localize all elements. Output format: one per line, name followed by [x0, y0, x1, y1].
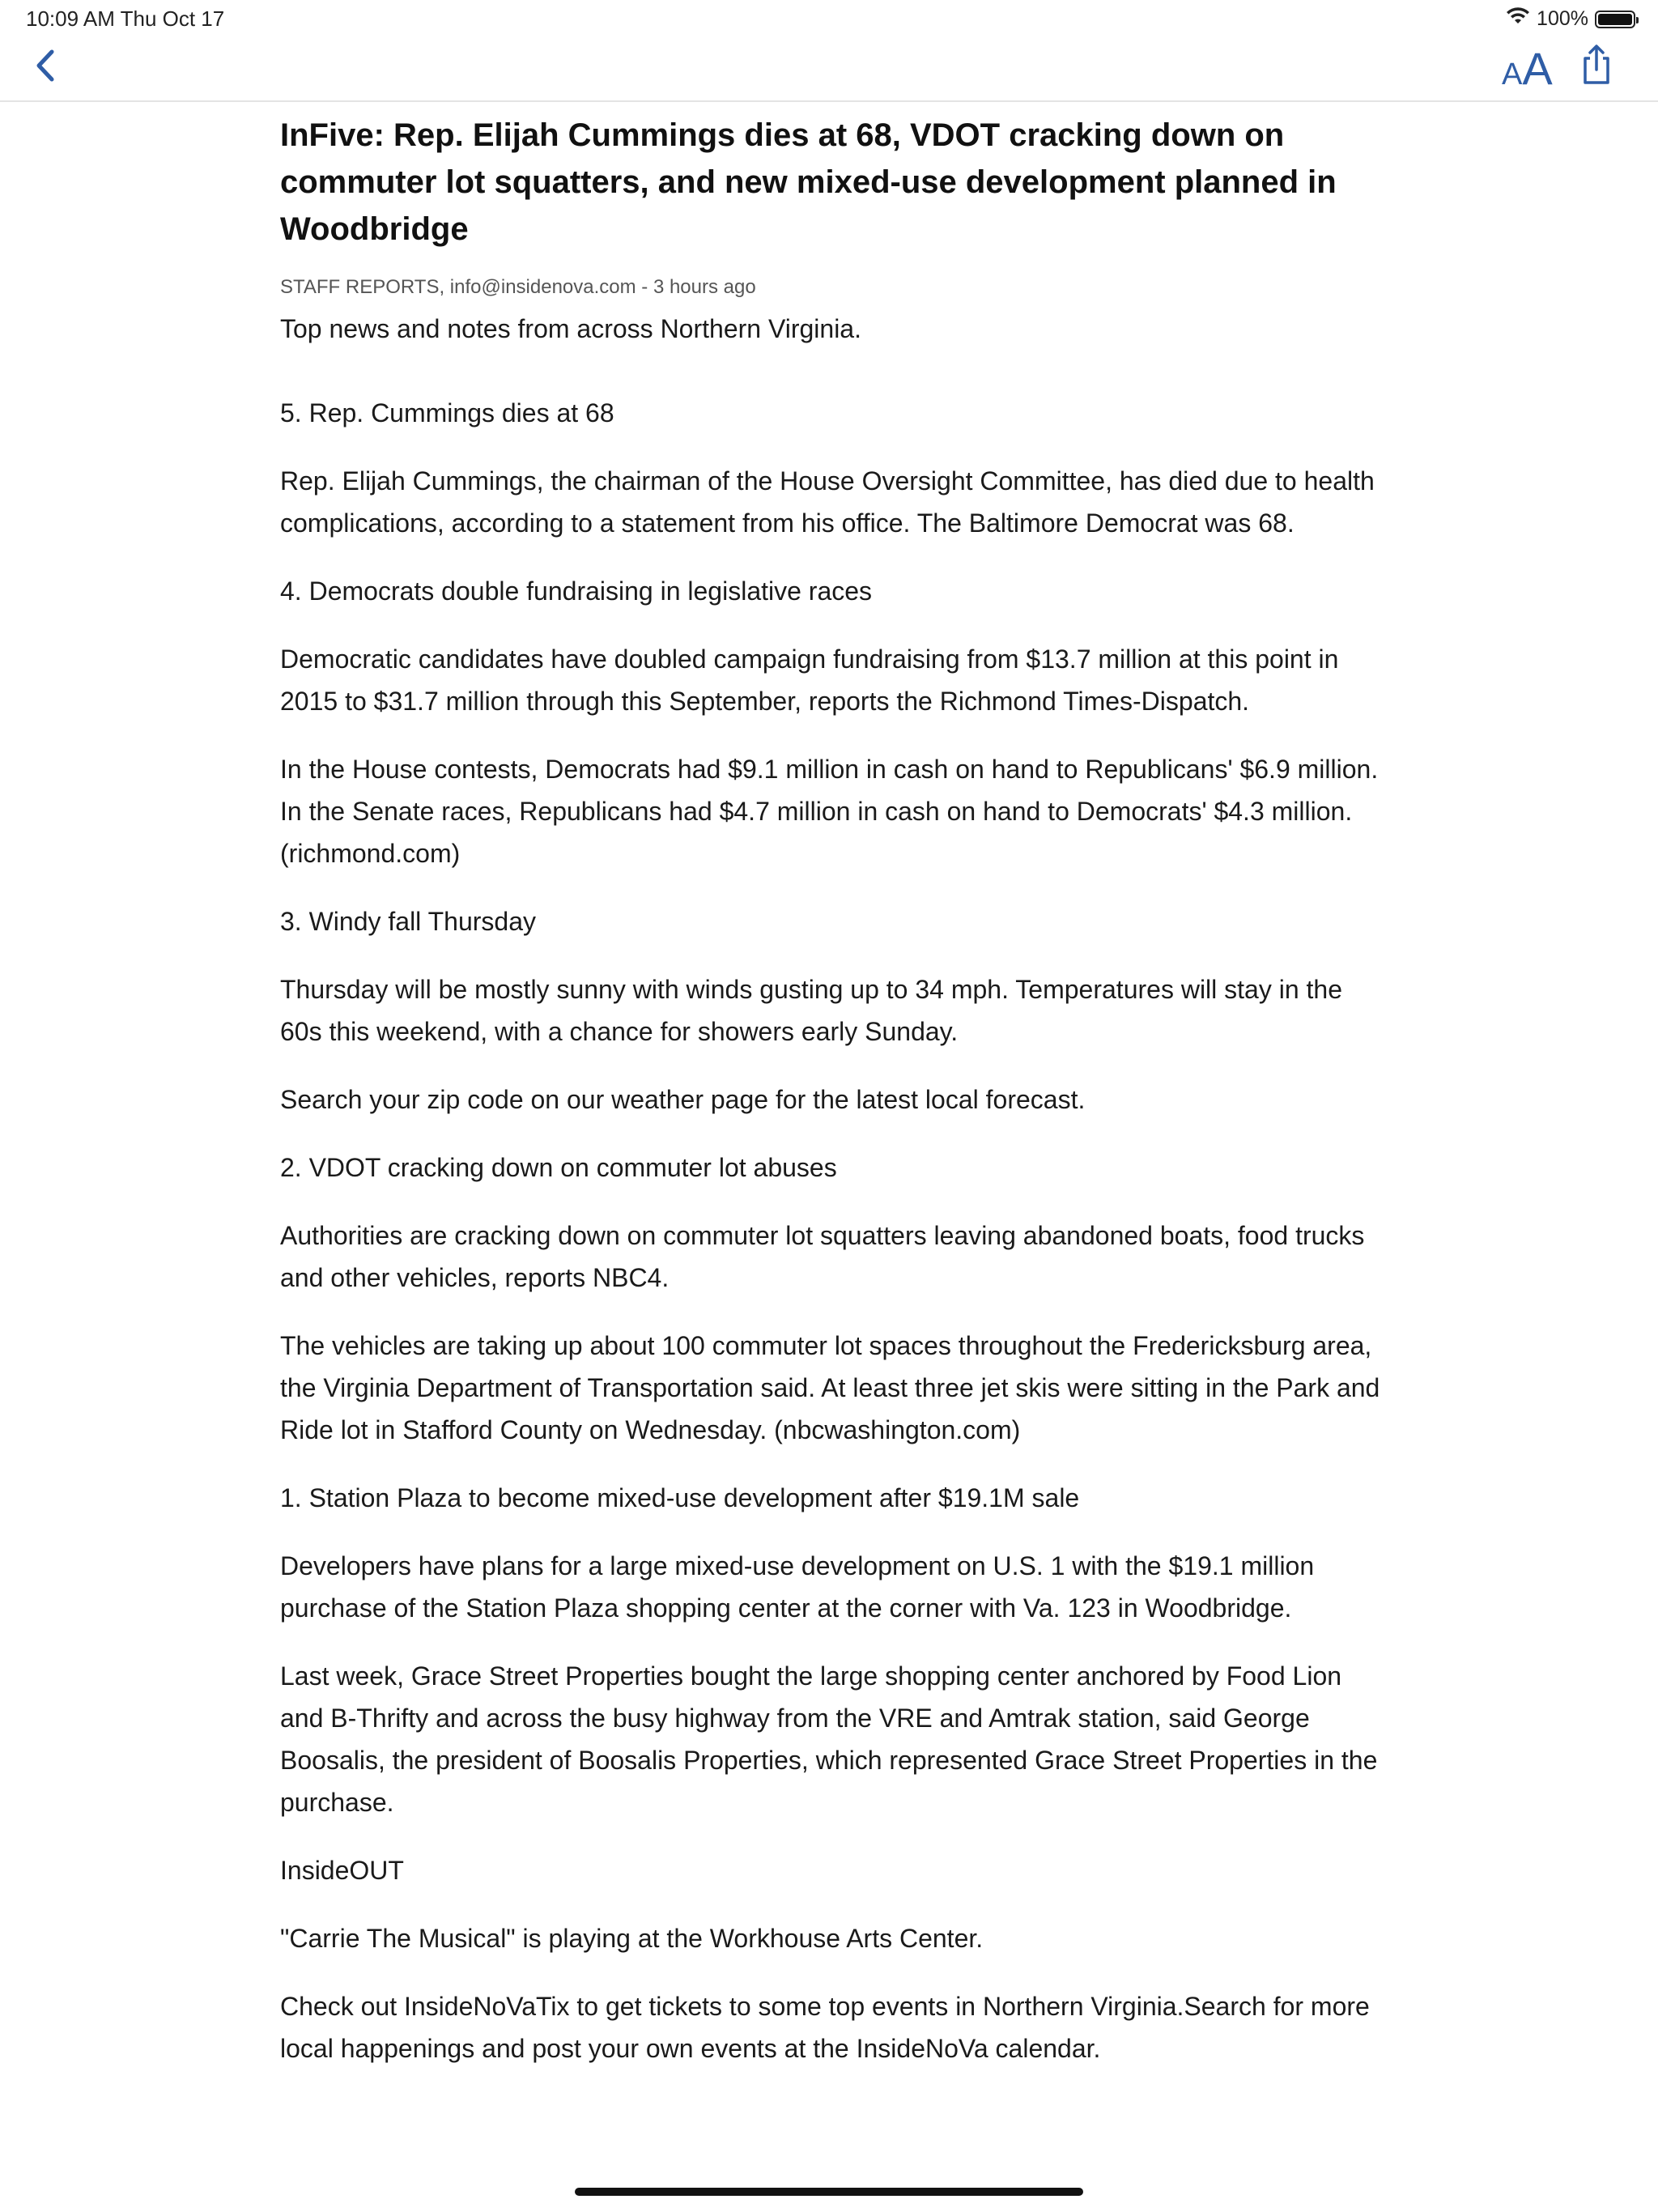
article-body — [280, 392, 1381, 2069]
home-indicator[interactable] — [575, 2188, 1083, 2196]
article-paragraph: Rep. Elijah Cummings, the chairman of the House Oversight Committee, has died due to health complications, according to a statement from his office. The Baltimore Democrat was 68. — [280, 466, 1375, 538]
article-headline: InFive: Rep. Elijah Cummings dies at 68, VDOT cracking down on commuter lot squatters, and new mixed-use development planned in Woodbridge — [280, 117, 1337, 247]
battery-percent: 100% — [1537, 7, 1588, 30]
article-paragraph: Developers have plans for a large mixed-use development on U.S. 1 with the $19.1 million purchase of the Station Plaza shopping center at the corner with Va. 123 in Woodbridge. — [280, 1551, 1315, 1623]
status-time: 10:09 AM Thu Oct 17 — [26, 6, 225, 31]
article-paragraph: Thursday will be mostly sunny with winds gusting up to 34 mph. Temperatures will stay in the 60s this weekend, with a chance for showers early Sunday. — [280, 975, 1343, 1046]
share-icon — [1580, 40, 1613, 89]
article-byline: STAFF REPORTS, info@insidenova.com - 3 hours ago — [280, 276, 756, 298]
article-paragraph: In the House contests, Democrats had $9.1 million in cash on hand to Republicans' $6.9 million. In the Senate races, Republicans had $4.7 million in cash on hand to Democrats' $4.3 million. (richmond.com) — [280, 755, 1379, 868]
back-button[interactable] — [28, 44, 68, 92]
article-paragraph: InsideOUT — [280, 1856, 404, 1885]
text-size-large-a: A — [1522, 43, 1553, 94]
article-paragraph: Check out InsideNoVaTix to get tickets to some top events in Northern Virginia.Search for more local happenings and post your own events at the InsideNoVa calendar. — [280, 1992, 1370, 2063]
status-bar — [0, 0, 1658, 39]
status-indicators — [1506, 6, 1635, 32]
article-lede: Top news and notes from across Northern Virginia. — [280, 314, 861, 343]
article-paragraph: 2. VDOT cracking down on commuter lot abuses — [280, 1153, 837, 1182]
article-paragraph: Authorities are cracking down on commuter lot squatters leaving abandoned boats, food trucks and other vehicles, reports NBC4. — [280, 1221, 1365, 1292]
article-paragraph: Search your zip code on our weather page for the latest local forecast. — [280, 1085, 1086, 1114]
battery-icon — [1595, 11, 1635, 28]
nav-bar — [0, 39, 1658, 102]
article-paragraph: Democratic candidates have doubled campaign fundraising from $13.7 million at this point in 2015 to $31.7 million through this September, reports the Richmond Times-Dispatch. — [280, 644, 1339, 716]
article-paragraph: 4. Democrats double fundraising in legislative races — [280, 576, 873, 606]
text-size-button[interactable] — [1502, 42, 1553, 94]
battery-fill — [1598, 14, 1632, 25]
share-button[interactable] — [1580, 40, 1613, 89]
text-size-small-a: A — [1502, 57, 1523, 91]
chevron-left-icon — [28, 44, 68, 92]
article-paragraph: 5. Rep. Cummings dies at 68 — [280, 398, 614, 428]
article-paragraph: 3. Windy fall Thursday — [280, 907, 536, 936]
wifi-icon — [1506, 6, 1530, 32]
article-paragraph: 1. Station Plaza to become mixed-use development after $19.1M sale — [280, 1483, 1080, 1512]
article-paragraph: Last week, Grace Street Properties bought the large shopping center anchored by Food Lion and B-Thrifty and across the busy highway from the VRE and Amtrak station, said George Boosalis, the president of Boosalis Properties, which represented Grace Street Properties in the purchase. — [280, 1661, 1378, 1817]
article-paragraph: The vehicles are taking up about 100 commuter lot spaces throughout the Fredericksburg area, the Virginia Department of Transportation said. At least three jet skis were sitting in the Park and Ride lot in Stafford County on Wednesday. (nbcwashington.com) — [280, 1331, 1380, 1444]
article — [280, 112, 1381, 2095]
article-paragraph: "Carrie The Musical" is playing at the Workhouse Arts Center. — [280, 1924, 984, 1953]
